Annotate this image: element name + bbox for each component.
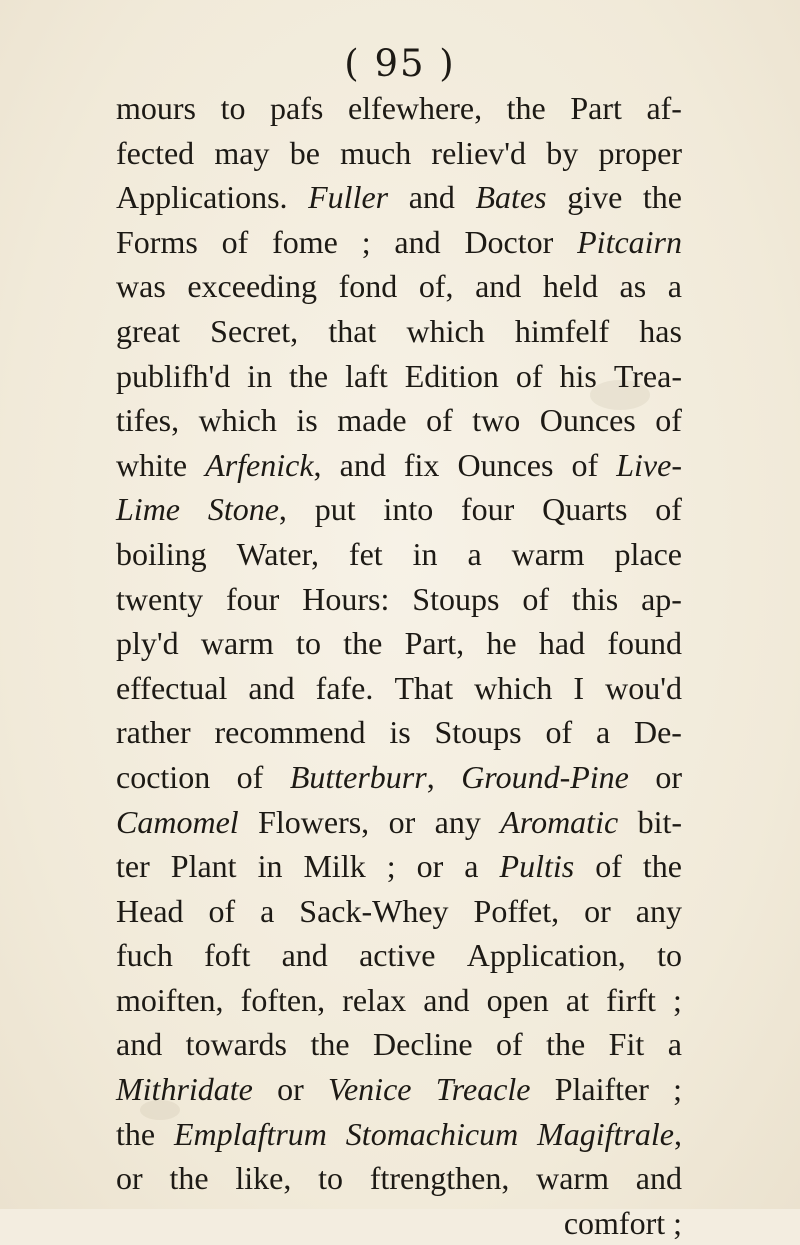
text-word: the (310, 1026, 350, 1063)
text-line (116, 443, 682, 488)
text-word: elfewhere, (347, 90, 483, 126)
text-line (116, 577, 682, 622)
text-word: relax (342, 981, 407, 1018)
text-word: exceeding (187, 268, 318, 305)
text-word: found (607, 625, 682, 662)
text-line (116, 710, 682, 755)
text-word: a (595, 714, 611, 751)
text-word: recommend (214, 714, 366, 751)
text-word: made (337, 402, 407, 439)
text-line (116, 1156, 682, 1201)
text-line (116, 666, 682, 711)
text-word: Hours: (302, 580, 390, 617)
text-word: Ounces (539, 402, 636, 439)
text-word: fafe. (315, 669, 374, 706)
text-word: which (198, 402, 277, 439)
text-word: Applications. (116, 179, 288, 216)
text-word: Water, (236, 535, 319, 572)
text-word: to (220, 90, 246, 126)
text-word: Part (570, 90, 622, 126)
text-word: the (169, 1160, 209, 1197)
text-word: Ground-Pine (461, 758, 629, 795)
text-word: Application, (466, 937, 626, 974)
text-word: has (639, 312, 682, 349)
text-word: ter (116, 848, 150, 885)
text-word: of (221, 223, 249, 260)
text-line (116, 1201, 682, 1245)
text-word: white (116, 446, 188, 483)
text-word: foft (204, 937, 251, 974)
text-word: firft (606, 981, 656, 1018)
text-word: wou'd (605, 669, 682, 706)
text-line (116, 978, 682, 1023)
text-word: and (339, 446, 386, 483)
text-word: twenty (116, 580, 204, 617)
body-text (116, 86, 682, 1245)
text-word: is (389, 714, 411, 751)
text-word: and (475, 268, 522, 305)
text-word: of (655, 402, 682, 439)
text-word: a (467, 535, 482, 572)
text-word: two (472, 402, 521, 439)
text-word: in (247, 357, 273, 394)
text-word: the (546, 1026, 586, 1063)
text-word: which (474, 669, 553, 706)
text-word: of, (418, 268, 454, 305)
text-word: Stoups (434, 714, 522, 751)
text-word: tifes, (116, 402, 180, 439)
text-word: ap- (641, 580, 682, 617)
text-line (116, 800, 682, 845)
text-word: boiling (116, 535, 207, 572)
text-line (116, 889, 682, 934)
text-line (116, 487, 682, 532)
text-word: fuch (116, 937, 173, 974)
text-word: and (423, 981, 470, 1018)
text-line (116, 398, 682, 443)
text-word: De- (633, 714, 682, 751)
text-word: he (486, 625, 517, 662)
text-word: this (571, 580, 619, 617)
text-word: the (506, 90, 546, 126)
text-word: Stoups (412, 580, 500, 617)
text-word: Butterburr, (289, 758, 435, 795)
text-word: Doctor (464, 223, 554, 260)
text-word: like, (235, 1160, 292, 1197)
text-word: to (657, 937, 682, 974)
text-word: fond (338, 268, 398, 305)
text-word: comfort ; (563, 1204, 682, 1241)
text-word: was (116, 268, 166, 305)
text-line (116, 1112, 682, 1157)
text-word: of (426, 402, 453, 439)
text-word: great (116, 312, 180, 349)
text-word: the (343, 625, 383, 662)
text-word: that (328, 312, 377, 349)
text-line (116, 532, 682, 577)
text-word: of (545, 714, 573, 751)
text-word: Plaifter (554, 1071, 649, 1108)
text-word: or (584, 892, 611, 929)
text-word: four (226, 580, 280, 617)
text-word: Stomachicum (345, 1115, 519, 1152)
text-word: to (296, 625, 321, 662)
text-word: of (515, 357, 543, 394)
text-word: That (394, 669, 454, 706)
text-word: or (388, 803, 416, 840)
text-word: or (116, 1160, 143, 1197)
text-word: foften, (240, 981, 326, 1018)
text-word: of (571, 446, 599, 483)
text-word: in (257, 848, 283, 885)
text-word: and (116, 1026, 163, 1063)
text-word: had (538, 625, 586, 662)
text-word: four (461, 491, 515, 528)
text-word: ; (673, 1071, 682, 1108)
text-word: Plant (170, 848, 237, 885)
text-word: his (559, 357, 597, 394)
text-line (116, 309, 682, 354)
text-word: any (635, 892, 682, 929)
text-word: in (412, 535, 438, 572)
text-word: Stone, (207, 491, 287, 528)
text-word: held (542, 268, 598, 305)
text-word: ; (673, 981, 682, 1018)
text-word: into (383, 491, 434, 528)
text-word: Fit (608, 1026, 645, 1063)
text-word: the (642, 848, 682, 885)
page-number: ( 95 ) (344, 42, 456, 85)
text-word: Forms (116, 223, 198, 260)
text-word: publifh'd (116, 357, 231, 394)
text-word: rather (116, 714, 191, 751)
text-word: warm (511, 535, 585, 572)
text-word: fome (272, 223, 338, 260)
text-word: much (340, 134, 412, 171)
text-word: or (655, 758, 682, 795)
text-word: Bates (475, 179, 547, 216)
text-word: moiften, (116, 981, 224, 1018)
text-word: active (359, 937, 436, 974)
text-word: Magiftrale, (537, 1115, 682, 1152)
text-word: and (248, 669, 295, 706)
text-word: or (277, 1071, 304, 1108)
text-word: effectual (116, 669, 228, 706)
text-word: the (116, 1115, 156, 1152)
text-word: the (642, 179, 682, 216)
text-word: Sack-Whey (299, 892, 449, 929)
text-word: Aromatic (500, 803, 619, 840)
text-word: of (208, 892, 236, 929)
text-line (116, 131, 682, 176)
text-word: is (296, 402, 318, 439)
text-word: Fuller (308, 179, 389, 216)
text-word: Secret, (210, 312, 299, 349)
text-word: open (486, 981, 549, 1018)
text-word: Mithridate (116, 1071, 253, 1108)
text-word: by (546, 134, 579, 171)
text-word: fix (403, 446, 440, 483)
text-word: or (416, 848, 444, 885)
text-word: af- (646, 90, 682, 126)
text-word: ply'd (116, 625, 179, 662)
text-line (116, 755, 682, 800)
text-word: at (565, 981, 590, 1018)
text-word: Poffet, (473, 892, 560, 929)
text-word: reliev'd (431, 134, 527, 171)
text-line (116, 621, 682, 666)
text-word: place (614, 535, 682, 572)
text-word: the (289, 357, 329, 394)
text-word: Trea- (613, 357, 682, 394)
text-word: Edition (404, 357, 499, 394)
text-word: a (667, 1026, 682, 1063)
text-word: Flowers, (258, 803, 370, 840)
text-word: laft (345, 357, 388, 394)
text-word: Lime (116, 491, 180, 528)
text-word: put (314, 491, 356, 528)
text-word: Emplaftrum (174, 1115, 327, 1152)
text-word: fected (116, 134, 195, 171)
text-word: Head (116, 892, 184, 929)
text-word: which (406, 312, 485, 349)
text-word: ; (386, 848, 396, 885)
text-word: of (655, 491, 682, 528)
text-line (116, 1067, 682, 1112)
text-word: Camomel (116, 803, 239, 840)
text-word: of (236, 758, 264, 795)
text-word: Ounces (457, 446, 554, 483)
text-word: Quarts (542, 491, 628, 528)
text-word: of (522, 580, 549, 617)
text-word: himfelf (514, 312, 610, 349)
text-word: a (667, 268, 682, 305)
text-word: warm (200, 625, 274, 662)
text-word: and (394, 223, 441, 260)
text-line (116, 1022, 682, 1067)
text-word: ; (361, 223, 371, 260)
text-word: be (289, 134, 320, 171)
text-word: Live- (616, 446, 682, 483)
text-line (116, 844, 682, 889)
text-word: Decline (373, 1026, 473, 1063)
text-word: Pultis (499, 848, 575, 885)
text-line (116, 354, 682, 399)
text-word: Part, (404, 625, 465, 662)
text-word: fet (348, 535, 383, 572)
text-line (116, 175, 682, 220)
text-word: and (408, 179, 455, 216)
text-line (116, 264, 682, 309)
text-word: Arfenick, (205, 446, 322, 483)
text-word: may (214, 134, 270, 171)
text-word: of (495, 1026, 523, 1063)
text-word: Milk (303, 848, 366, 885)
text-word: to (318, 1160, 344, 1197)
text-word: any (434, 803, 481, 840)
text-word: a (260, 892, 275, 929)
text-word: Pitcairn (577, 223, 682, 260)
text-word: mours (116, 90, 196, 126)
text-word: and (281, 937, 328, 974)
text-line (116, 933, 682, 978)
text-word: give (567, 179, 623, 216)
text-word: coction (116, 758, 211, 795)
text-word: a (464, 848, 479, 885)
text-line (116, 220, 682, 265)
text-word: as (619, 268, 647, 305)
text-word: Treacle (435, 1071, 531, 1108)
text-word: proper (598, 134, 682, 171)
text-line (116, 86, 682, 131)
text-word: warm (536, 1160, 609, 1197)
text-word: and (635, 1160, 682, 1197)
text-word: pafs (270, 90, 324, 126)
text-word: ftrengthen, (369, 1160, 510, 1197)
text-word: towards (185, 1026, 287, 1063)
text-word: bit- (637, 803, 682, 840)
text-word: I (573, 669, 585, 706)
text-word: Venice (327, 1071, 412, 1108)
text-word: of (595, 848, 622, 885)
